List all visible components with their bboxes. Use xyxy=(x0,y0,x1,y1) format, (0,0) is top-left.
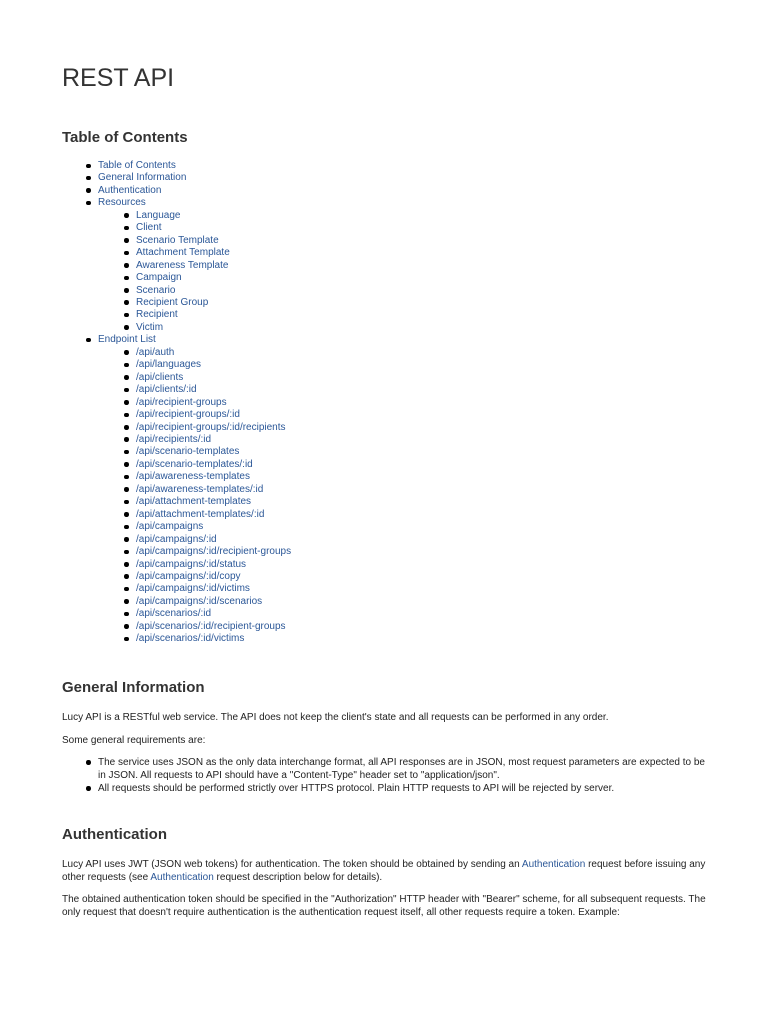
toc-subitem xyxy=(136,521,291,533)
toc-sublist xyxy=(136,210,291,335)
list-item: The service uses JSON as the only data interchange format, all API responses are in JSON, most request parameters are expected to be in JSON. All requests to API should have a "Content-Type" header set to "application/json". xyxy=(98,756,713,782)
toc-subitem xyxy=(136,409,291,421)
toc-link[interactable]: /api/campaigns/:id xyxy=(136,533,217,545)
toc-link[interactable]: /api/attachment-templates/:id xyxy=(136,508,265,520)
toc-link[interactable]: /api/auth xyxy=(136,346,175,358)
toc-link[interactable]: /api/campaigns/:id/copy xyxy=(136,570,241,582)
toc-subitem xyxy=(136,297,291,309)
auth-paragraph-2: The obtained authentication token should be specified in the "Authorization" HTTP header with "Bearer" scheme, for all subsequent requests. The only request that doesn't require authentication is the authentication request itself, all other requests require a token. Example: xyxy=(62,894,706,918)
toc-subitem xyxy=(136,210,291,222)
toc-subitem xyxy=(136,608,291,620)
toc-subitem xyxy=(136,583,291,595)
toc-link[interactable]: /api/awareness-templates xyxy=(136,471,250,483)
toc-link[interactable]: /api/clients xyxy=(136,371,184,383)
toc-link[interactable]: /api/scenarios/:id xyxy=(136,608,212,620)
toc-link[interactable]: Attachment Template xyxy=(136,247,230,259)
toc-subitem xyxy=(136,596,291,608)
toc-subitem xyxy=(136,546,291,558)
toc-link[interactable]: /api/scenarios/:id/recipient-groups xyxy=(136,620,286,632)
toc-link[interactable]: /api/languages xyxy=(136,359,202,371)
toc-item xyxy=(98,185,291,197)
toc-link[interactable]: Scenario Template xyxy=(136,234,219,246)
toc-link[interactable]: Client xyxy=(136,222,162,234)
toc-subitem xyxy=(136,571,291,583)
toc-link[interactable]: Authentication xyxy=(98,184,162,196)
toc-subitem xyxy=(136,459,291,471)
toc-subitem xyxy=(136,534,291,546)
toc-heading: Table of Contents xyxy=(62,129,188,146)
toc-link[interactable]: /api/recipient-groups xyxy=(136,396,227,408)
toc-subitem xyxy=(136,397,291,409)
toc-item xyxy=(98,197,291,334)
toc-link[interactable]: /api/scenario-templates/:id xyxy=(136,458,253,470)
toc-link[interactable]: Language xyxy=(136,209,181,221)
toc-subitem xyxy=(136,509,291,521)
toc-link[interactable]: /api/campaigns/:id/scenarios xyxy=(136,595,263,607)
general-information-heading: General Information xyxy=(62,679,205,696)
toc-link[interactable]: Table of Contents xyxy=(98,160,176,171)
toc-link[interactable]: /api/recipient-groups/:id xyxy=(136,409,240,421)
page-title: REST API xyxy=(62,64,175,92)
authentication-heading: Authentication xyxy=(62,826,167,843)
toc-link[interactable]: /api/awareness-templates/:id xyxy=(136,483,264,495)
toc-link[interactable]: Awareness Template xyxy=(136,259,229,271)
toc-link[interactable]: /api/scenarios/:id/victims xyxy=(136,633,245,645)
toc-link[interactable]: Scenario xyxy=(136,284,176,296)
toc-subitem xyxy=(136,285,291,297)
toc-link[interactable]: Recipient Group xyxy=(136,296,209,308)
toc-item xyxy=(98,334,291,645)
toc-subitem xyxy=(136,247,291,259)
list-item: All requests should be performed strictly over HTTPS protocol. Plain HTTP requests to API will be rejected by server. xyxy=(98,782,713,795)
toc-sublist xyxy=(136,347,291,646)
auth-paragraph-1: Lucy API uses JWT (JSON web tokens) for authentication. The token should be obtained by sending an Authentication request before issuing any other requests (see Authentication request description below for details). xyxy=(62,859,706,883)
toc-subitem xyxy=(136,633,291,645)
toc-subitem xyxy=(136,621,291,633)
toc-subitem xyxy=(136,559,291,571)
authentication-link[interactable]: Authentication xyxy=(150,872,214,883)
toc-link[interactable]: General Information xyxy=(98,172,187,184)
requirements-list xyxy=(98,756,713,795)
requirements-intro-text: Some general requirements are: xyxy=(62,735,206,746)
general-intro-text: Lucy API is a RESTful web service. The API does not keep the client's state and all requests can be performed in any order. xyxy=(62,712,609,723)
toc-subitem xyxy=(136,322,291,334)
toc-item xyxy=(98,172,291,184)
toc-subitem xyxy=(136,272,291,284)
toc-link[interactable]: /api/recipient-groups/:id/recipients xyxy=(136,421,286,433)
toc-link[interactable]: Campaign xyxy=(136,272,182,284)
toc-subitem xyxy=(136,496,291,508)
toc-link[interactable]: Resources xyxy=(98,197,146,209)
toc-link[interactable]: /api/attachment-templates xyxy=(136,496,252,508)
toc-item xyxy=(98,160,291,172)
toc-link[interactable]: Recipient xyxy=(136,309,178,321)
toc-link[interactable]: Victim xyxy=(136,321,164,333)
toc-subitem xyxy=(136,446,291,458)
toc-subitem xyxy=(136,471,291,483)
toc-subitem xyxy=(136,484,291,496)
table-of-contents xyxy=(98,160,291,646)
toc-subitem xyxy=(136,384,291,396)
toc-subitem xyxy=(136,235,291,247)
toc-subitem xyxy=(136,347,291,359)
toc-link[interactable]: /api/campaigns xyxy=(136,521,204,533)
toc-subitem xyxy=(136,260,291,272)
toc-link[interactable]: /api/campaigns/:id/status xyxy=(136,558,247,570)
toc-subitem xyxy=(136,359,291,371)
toc-subitem xyxy=(136,434,291,446)
toc-subitem xyxy=(136,222,291,234)
toc-subitem xyxy=(136,422,291,434)
toc-subitem xyxy=(136,309,291,321)
toc-link[interactable]: /api/clients/:id xyxy=(136,384,197,396)
toc-subitem xyxy=(136,372,291,384)
authentication-link[interactable]: Authentication xyxy=(521,859,586,870)
toc-link[interactable]: /api/campaigns/:id/recipient-groups xyxy=(136,546,292,558)
toc-link[interactable]: /api/scenario-templates xyxy=(136,446,240,458)
toc-link[interactable]: /api/campaigns/:id/victims xyxy=(136,583,250,595)
toc-link[interactable]: Endpoint List xyxy=(98,334,156,346)
toc-link[interactable]: /api/recipients/:id xyxy=(136,433,212,445)
